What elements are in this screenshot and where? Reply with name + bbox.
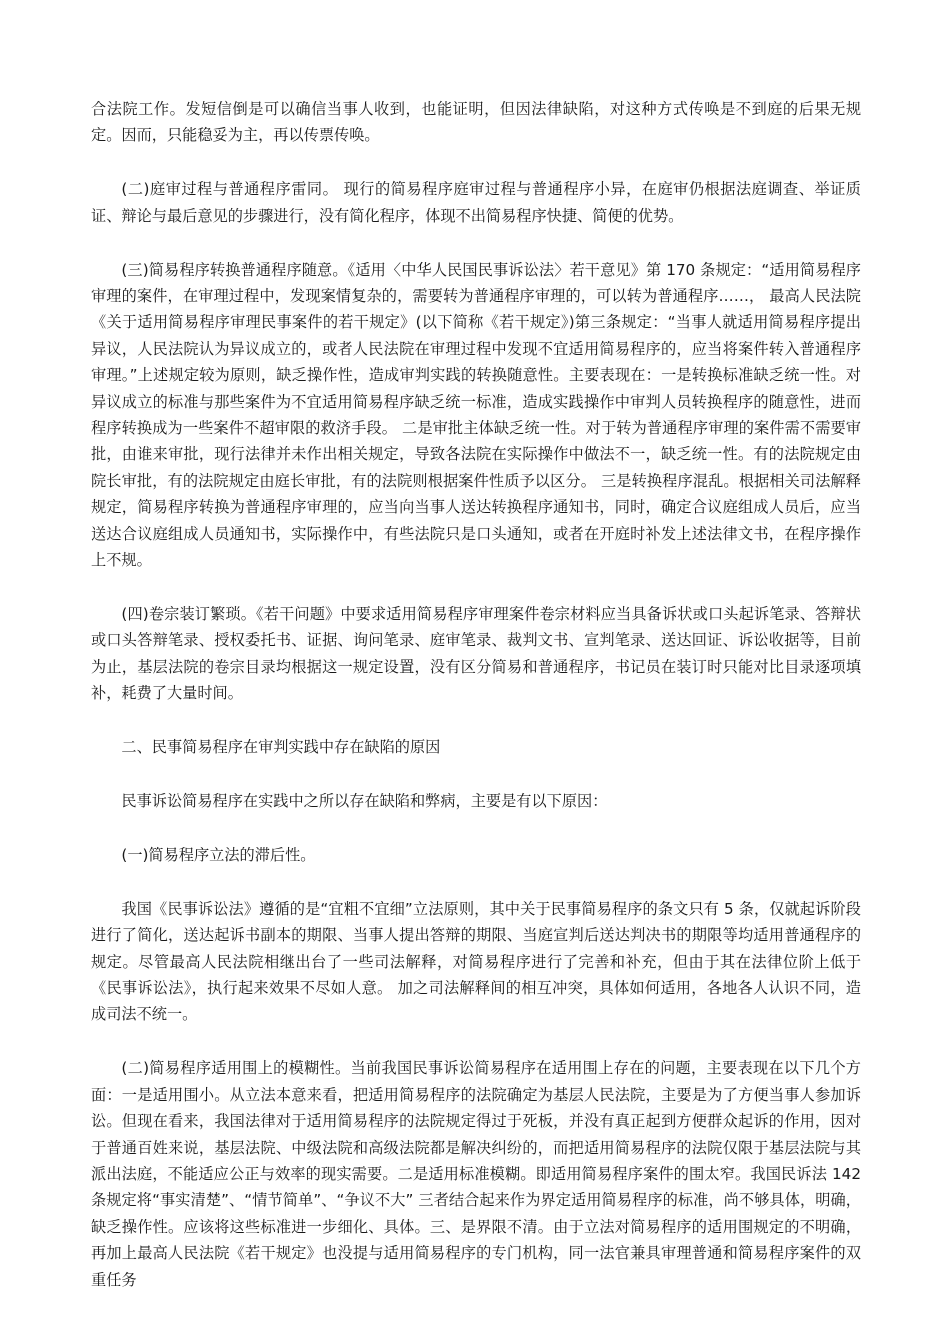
paragraph-continuation: 合法院工作。发短信倒是可以确信当事人收到，也能证明，但因法律缺陷，对这种方式传唤是不到庭的后果无规定。因而，只能稳妥为主，再以传票传唤。 (91, 100, 861, 145)
paragraph-section-2: (二)庭审过程与普通程序雷同。 现行的简易程序庭审过程与普通程序小异，在庭审仍根据法庭调查、举证质证、辩论与最后意见的步骤进行，没有简化程序，体现不出简易程序快捷、简便的优势。 (91, 180, 861, 225)
paragraph-causes-intro: 民事诉讼简易程序在实践中之所以存在缺陷和弊病，主要是有以下原因： (121, 792, 608, 811)
paragraph-legislation-lag: 我国《民事诉讼法》遵循的是“宜粗不宜细”立法原则，其中关于民事简易程序的条文只有 5 条，仅就起诉阶段进行了简化，送达起诉书副本的期限、当事人提出答辩的期限、当庭宣判后送达判决书的期限等均适用普通程序的规定。尽管最高人民法院相继出台了一些司法解释，对简易程序进行了完善和补充，但由于其在法律位阶上低于《民事诉讼法》，执行起来效果不尽如人意。 加之司法解释间的相互冲突，具体如何适用，各地各人认识不同，造成司法不统一。 (91, 899, 861, 1024)
paragraph-section-4: (四)卷宗装订繁琐。《若干问题》中要求适用简易程序审理案件卷宗材料应当具备诉状或口头起诉笔录、答辩状或口头答辩笔录、授权委托书、证据、询问笔录、庭审笔录、裁判文书、宣判笔录、送达回证、诉讼收据等，目前为止，基层法院的卷宗目录均根据这一规定设置，没有区分简易和普通程序，书记员在装订时只能对比目录逐项填补，耗费了大量时间。 (91, 605, 861, 703)
section-heading-causes: 二、民事简易程序在审判实践中存在缺陷的原因 (121, 738, 441, 757)
subheading-legislation-lag: (一)简易程序立法的滞后性。 (121, 845, 316, 864)
paragraph-scope-ambiguity: (二)简易程序适用围上的模糊性。当前我国民事诉讼简易程序在适用围上存在的问题，主要表现在以下几个方面：一是适用围小。从立法本意来看，把适用简易程序的法院确定为基层人民法院，主要是为了方便当事人参加诉讼。但现在看来，我国法律对于适用简易程序的法院规定得过于死板，并没有真正起到方便群众起诉的作用，因对于普通百姓来说，基层法院、中级法院和高级法院都是解决纠纷的，而把适用简易程序的法院仅限于基层法院与其派出法庭，不能适应公正与效率的现实需要。二是适用标准模糊。即适用简易程序案件的围太窄。我国民诉法 142 条规定将“事实清楚”、“情节简单”、“争议不大” 三者结合起来作为界定适用简易程序的标准，尚不够具体，明确，缺乏操作性。应该将这些标准进一步细化、具体。三、是界限不清。由于立法对简易程序的适用围规定的不明确，再加上最高人民法院《若干规定》也没提与适用简易程序的专门机构，同一法官兼具审理普通和简易程序案件的双重任务 (91, 1059, 861, 1289)
document-page (91, 96, 861, 1321)
paragraph-section-3: (三)简易程序转换普通程序随意。《适用〈中华人民国民事诉讼法〉若干意见》第 170 条规定：“适用简易程序审理的案件，在审理过程中，发现案情复杂的，需要转为普通程序审理的，可以转为普通程序……， 最高人民法院《关于适用简易程序审理民事案件的若干规定》(以下简称《若干规定》)第三条规定：“当事人就适用简易程序提出异议，人民法院认为异议成立的，或者人民法院在审理过程中发现不宜适用简易程序的，应当将案件转入普通程序审理。”上述规定较为原则，缺乏操作性，造成审判实践的转换随意性。主要表现在：一是转换标准缺乏统一性。对异议成立的标准与那些案件为不宜适用简易程序缺乏统一标准，造成实践操作中审判人员转换程序的随意性，进而程序转换成为一些案件不超审限的救济手段。 二是审批主体缺乏统一性。对于转为普通程序审理的案件需不需要审批，由谁来审批，现行法律并未作出相关规定，导致各法院在实际操作中做法不一，缺乏统一性。有的法院规定由院长审批，有的法院规定由庭长审批，有的法院则根据案件性质予以区分。 三是转换程序混乱。根据相关司法解释规定，简易程序转换为普通程序审理的，应当向当事人送达转换程序通知书，同时，确定合议庭组成人员后，应当送达合议庭组成人员通知书，实际操作中，有些法院只是口头通知，或者在开庭时补发上述法律文书，在程序操作上不规。 (91, 260, 861, 570)
